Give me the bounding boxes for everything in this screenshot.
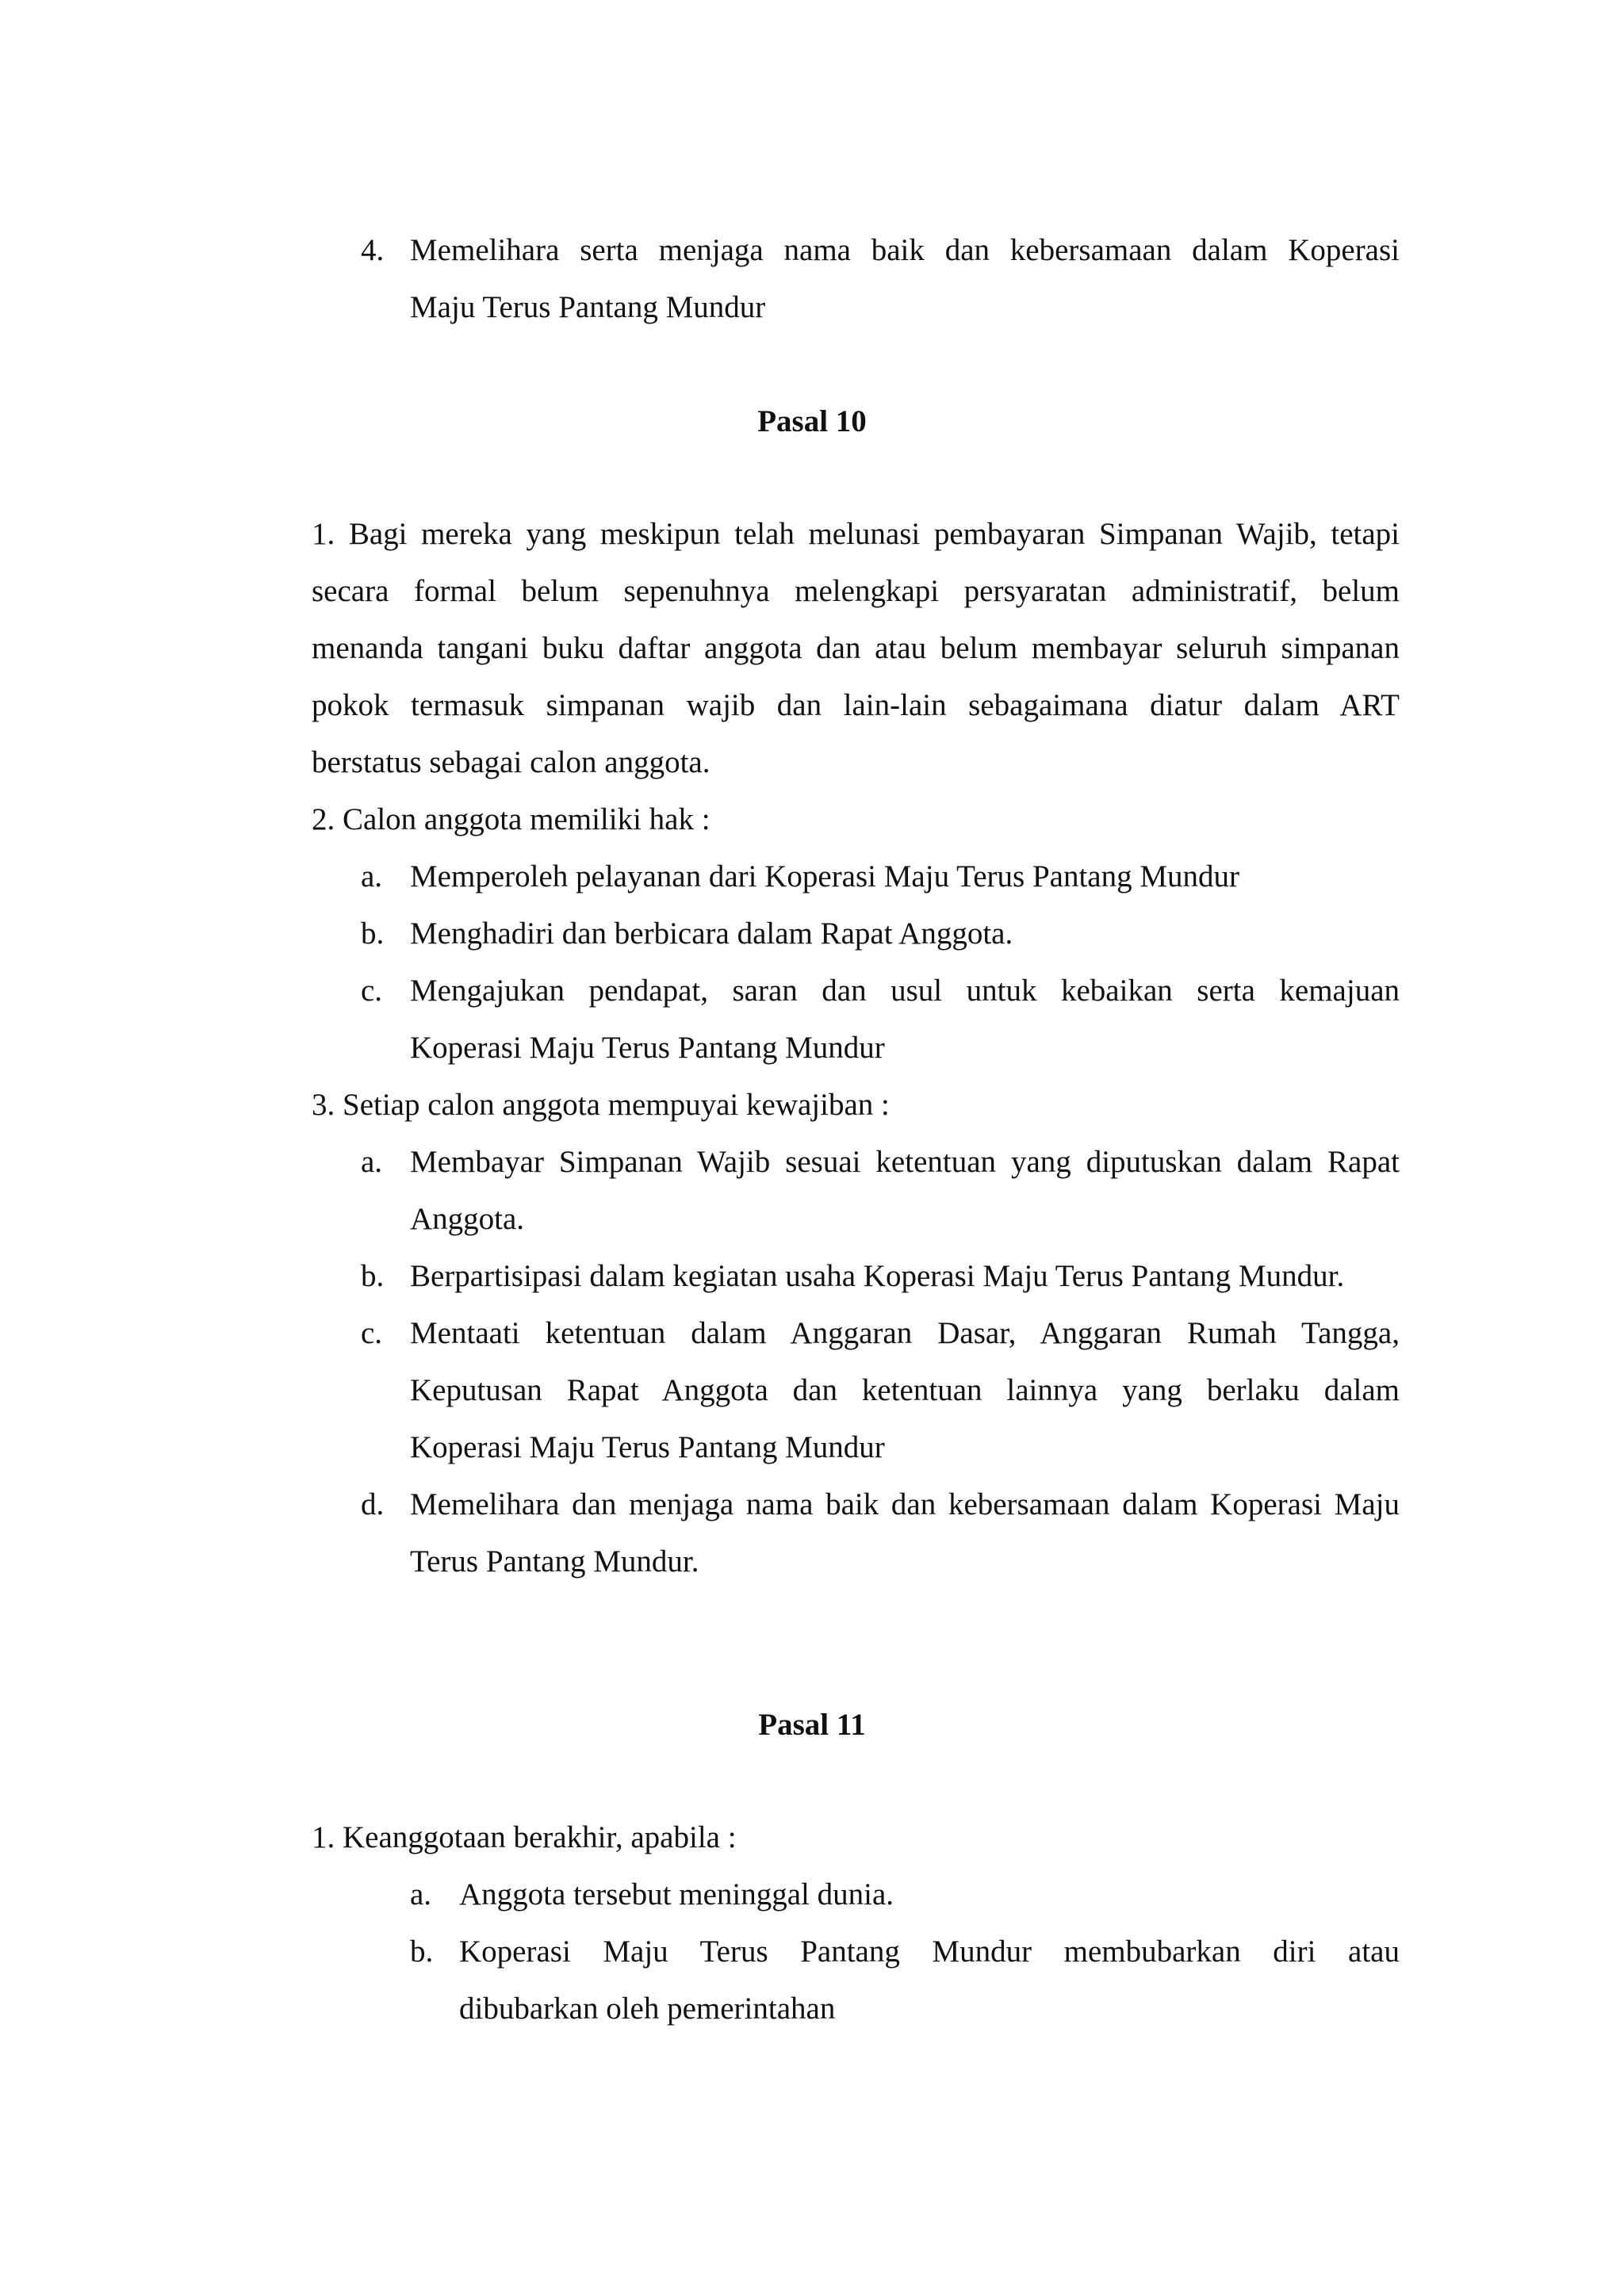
paragraph-1	[312, 506, 1400, 1590]
text-line: Membayar Simpanan Wajib sesuai ketentuan yang diputuskan dalam Rapat	[410, 1145, 1400, 1179]
list-item-b	[312, 1923, 1400, 2038]
list-letter: a.	[361, 1145, 383, 1179]
list-item-b	[312, 905, 1400, 962]
text-line: Anggota.	[410, 1202, 525, 1236]
section-heading-pasal-11: Pasal 11	[758, 1708, 866, 1742]
list-item-c	[312, 1305, 1400, 1476]
text-line: Mentaati ketentuan dalam Anggaran Dasar, Anggaran Rumah Tangga,	[410, 1316, 1400, 1350]
text-line: Menghadiri dan berbicara dalam Rapat Anggota.	[410, 916, 1013, 951]
list-letter: b.	[361, 1259, 385, 1293]
list-item-b	[312, 1248, 1400, 1305]
text-line: Berpartisipasi dalam kegiatan usaha Koperasi Maju Terus Pantang Mundur.	[410, 1259, 1345, 1293]
section-heading-pasal-10: Pasal 10	[757, 404, 867, 438]
text-line: Anggota tersebut meninggal dunia.	[459, 1877, 894, 1911]
list-item-a	[312, 1134, 1400, 1248]
text-line: Koperasi Maju Terus Pantang Mundur	[410, 1430, 885, 1464]
text-line: Keputusan Rapat Anggota dan ketentuan lainnya yang berlaku dalam	[410, 1373, 1400, 1407]
list-letter: b.	[410, 1934, 434, 1969]
text-line: 1. Bagi mereka yang meskipun telah melunasi pembayaran Simpanan Wajib, tetapi	[312, 517, 1400, 551]
list-letter: c.	[361, 1316, 383, 1350]
list-letter: b.	[361, 916, 385, 951]
list-item-d	[312, 1476, 1400, 1590]
list-letter: d.	[361, 1487, 385, 1521]
list-number: 4.	[361, 233, 385, 267]
text-line: Memelihara dan menjaga nama baik dan kebersamaan dalam Koperasi Maju	[410, 1487, 1400, 1521]
text-line: Terus Pantang Mundur.	[410, 1544, 699, 1578]
text-line: Mengajukan pendapat, saran dan usul untuk kebaikan serta kemajuan	[410, 974, 1400, 1008]
text-line: Memelihara serta menjaga nama baik dan kebersamaan dalam Koperasi	[410, 233, 1400, 267]
paragraph-2-intro: 2. Calon anggota memiliki hak :	[312, 802, 710, 836]
text-line: Maju Terus Pantang Mundur	[410, 290, 766, 324]
text-line: secara formal belum sepenuhnya melengkapi persyaratan administratif, belum	[312, 574, 1400, 608]
paragraph-1-intro: 1. Keanggotaan berakhir, apabila :	[312, 1820, 737, 1854]
paragraph-1	[312, 1809, 1400, 2038]
text-line: pokok termasuk simpanan wajib dan lain-lain sebagaimana diatur dalam ART	[312, 688, 1400, 722]
text-line: dibubarkan oleh pemerintahan	[459, 1992, 836, 2026]
list-letter: c.	[361, 974, 383, 1008]
list-item-4	[312, 222, 1400, 336]
text-line: Koperasi Maju Terus Pantang Mundur	[410, 1031, 885, 1065]
list-item-c	[312, 962, 1400, 1077]
text-line: berstatus sebagai calon anggota.	[312, 745, 710, 779]
text-line: menanda tangani buku daftar anggota dan atau belum membayar seluruh simpanan	[312, 631, 1400, 665]
list-letter: a.	[410, 1877, 432, 1911]
list-letter: a.	[361, 859, 383, 894]
text-line: Koperasi Maju Terus Pantang Mundur membubarkan diri atau	[459, 1934, 1400, 1969]
paragraph-3-intro: 3. Setiap calon anggota mempuyai kewajiban :	[312, 1088, 890, 1122]
list-item-a	[312, 1866, 1400, 1923]
text-line: Memperoleh pelayanan dari Koperasi Maju Terus Pantang Mundur	[410, 859, 1240, 894]
list-item-a	[312, 848, 1400, 905]
